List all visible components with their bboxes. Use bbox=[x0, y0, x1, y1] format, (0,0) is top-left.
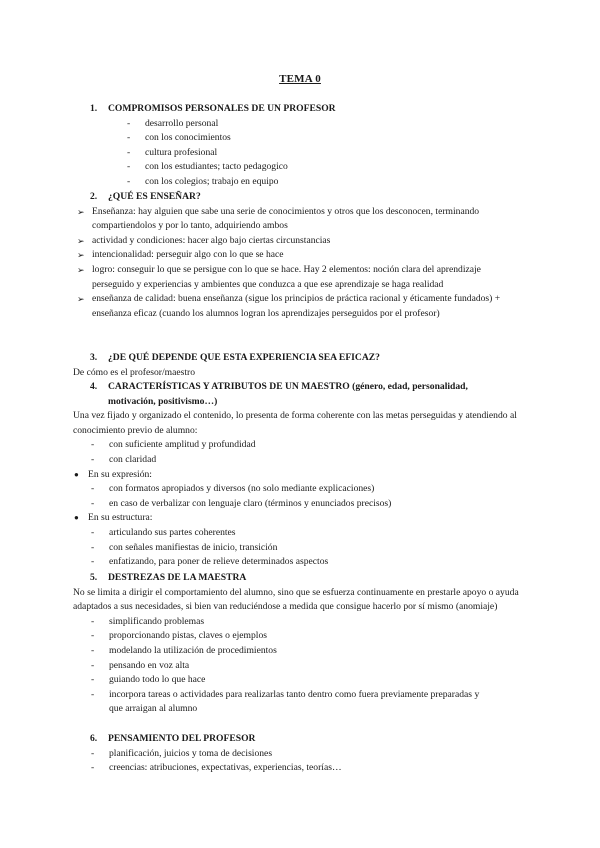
list-item: - con señales manifiestas de inicio, transición bbox=[0, 541, 600, 556]
list-item: ➢ intencionalidad: perseguir algo con lo que se hace bbox=[0, 248, 600, 263]
paragraph: De cómo es el profesor/maestro bbox=[73, 366, 196, 378]
arrow-bullet-icon: ➢ bbox=[77, 250, 85, 261]
dash-marker: - bbox=[91, 644, 95, 656]
section-number: 3. bbox=[90, 352, 98, 363]
dash-marker: - bbox=[127, 132, 131, 144]
dash-marker: - bbox=[127, 117, 131, 129]
list-item: - con los conocimientos bbox=[0, 131, 600, 146]
list-item: - cultura profesional bbox=[0, 146, 600, 161]
arrow-bullet-icon: ➢ bbox=[77, 206, 85, 217]
dash-marker: - bbox=[91, 674, 95, 686]
section-heading bbox=[0, 732, 600, 747]
list-item: - pensando en voz alta bbox=[0, 659, 600, 674]
list-item: - modelando la utilización de procedimientos bbox=[0, 644, 600, 659]
list-item: ➢ enseñanza de calidad: buena enseñanza (sigue los principios de práctica racional y éticamente fundados) + enseñanza eficaz (cuando los alumnos logran los aprendizajes perseguidos por el profesor) bbox=[77, 293, 501, 319]
section-title: COMPROMISOS PERSONALES DE UN PROFESOR bbox=[108, 103, 336, 114]
list-item: - con suficiente amplitud y profundidad bbox=[0, 438, 600, 453]
section-4 bbox=[0, 380, 600, 570]
list-item: - con los estudiantes; tacto pedagogico bbox=[0, 160, 600, 175]
list-item: - incorpora tareas o actividades para realizarlas tanto dentro como fuera previamente preparadas y que arraigan al alumno bbox=[91, 688, 480, 715]
section-5 bbox=[0, 571, 600, 717]
dash-marker: - bbox=[91, 747, 95, 759]
bullet-item: ● En su expresión: bbox=[0, 468, 600, 483]
dot-bullet-icon: ● bbox=[74, 513, 79, 523]
section-number: 2. bbox=[90, 191, 98, 202]
arrow-bullet-icon: ➢ bbox=[77, 264, 85, 275]
list-item: - enfatizando, para poner de relieve determinados aspectos bbox=[0, 555, 600, 570]
list-item: - proporcionando pistas, claves o ejemplos bbox=[0, 629, 600, 644]
list-item: - desarrollo personal bbox=[0, 117, 600, 132]
dash-marker: - bbox=[91, 439, 95, 451]
section-title: DESTREZAS DE LA MAESTRA bbox=[108, 572, 247, 583]
list-item: ➢ actividad y condiciones: hacer algo bajo ciertas circunstancias bbox=[0, 234, 600, 249]
dash-marker: - bbox=[127, 146, 131, 158]
dash-marker: - bbox=[91, 541, 95, 553]
page-title: TEMA 0 bbox=[279, 73, 321, 85]
section-3 bbox=[0, 351, 600, 380]
paragraph: No se limita a dirigir el comportamiento del alumno, sino que se esfuerza continuamente en prestarle apoyo o ayuda adaptados a sus necesidades, si bien van reduciéndose a medida que consigue hacerlo por sí mismo (anomiaje) bbox=[73, 586, 519, 613]
arrow-bullet-icon: ➢ bbox=[77, 235, 85, 246]
dash-marker: - bbox=[91, 688, 95, 700]
dash-marker: - bbox=[91, 615, 95, 627]
list-item: - planificación, juicios y toma de decisiones bbox=[0, 747, 600, 762]
dash-marker: - bbox=[91, 526, 95, 538]
dash-marker: - bbox=[91, 483, 95, 495]
section-heading bbox=[0, 351, 600, 366]
dash-marker: - bbox=[127, 175, 131, 187]
section-heading bbox=[0, 571, 600, 586]
section-title: ¿DE QUÉ DEPENDE QUE ESTA EXPERIENCIA SEA EFICAZ? bbox=[108, 352, 380, 363]
section-title: ¿QUÉ ES ENSEÑAR? bbox=[108, 191, 201, 202]
section-heading bbox=[0, 102, 600, 117]
paragraph: Una vez fijado y organizado el contenido, lo presenta de forma coherente con las metas perseguidas y atendiendo al conocimiento previo de alumno: bbox=[73, 410, 517, 436]
dot-bullet-icon: ● bbox=[74, 469, 79, 479]
dash-marker: - bbox=[91, 762, 95, 774]
section-2 bbox=[0, 190, 600, 321]
bullet-item: ● En su estructura: bbox=[0, 511, 600, 526]
dash-marker: - bbox=[127, 161, 131, 173]
list-item: - en caso de verbalizar con lenguaje claro (términos y enunciados precisos) bbox=[0, 497, 600, 512]
section-heading-continued: motivación, positivismo…) bbox=[108, 395, 218, 407]
section-title: PENSAMIENTO DEL PROFESOR bbox=[108, 733, 256, 744]
arrow-bullet-icon: ➢ bbox=[77, 294, 85, 305]
section-heading bbox=[0, 380, 600, 395]
section-number: 5. bbox=[90, 572, 98, 583]
list-item: ➢ Enseñanza: hay alguien que sabe una serie de conocimientos y otros que los desconocen, terminando compartiendolos y por lo tanto, adquiriendo ambos bbox=[77, 205, 480, 232]
section-number: 6. bbox=[90, 733, 98, 744]
dash-marker: - bbox=[91, 453, 95, 465]
list-item: - simplificando problemas bbox=[0, 615, 600, 630]
section-number: 4. bbox=[90, 381, 98, 392]
dash-marker: - bbox=[91, 659, 95, 671]
dash-marker: - bbox=[91, 497, 95, 509]
section-6 bbox=[0, 732, 600, 776]
list-item: - con claridad bbox=[0, 453, 600, 468]
section-heading bbox=[0, 190, 600, 205]
list-item: - guiando todo lo que hace bbox=[0, 673, 600, 688]
dash-marker: - bbox=[91, 630, 95, 642]
list-item: - con formatos apropiados y diversos (no solo mediante explicaciones) bbox=[0, 482, 600, 497]
list-item: - con los colegios; trabajo en equipo bbox=[0, 175, 600, 190]
section-number: 1. bbox=[90, 103, 98, 114]
list-item: - articulando sus partes coherentes bbox=[0, 526, 600, 541]
list-item: ➢ logro: conseguir lo que se persigue con lo que se hace. Hay 2 elementos: noción clara del aprendizaje perseguido y experiencias y ambientes que conduzca a que ese aprendizaje se haga realidad bbox=[77, 263, 481, 290]
dash-marker: - bbox=[91, 556, 95, 568]
section-1 bbox=[0, 102, 600, 190]
list-item: - creencias: atribuciones, expectativas, experiencias, teorías… bbox=[0, 761, 600, 776]
section-title: CARACTERÍSTICAS Y ATRIBUTOS DE UN MAESTRO (género, edad, personalidad, bbox=[108, 381, 468, 392]
